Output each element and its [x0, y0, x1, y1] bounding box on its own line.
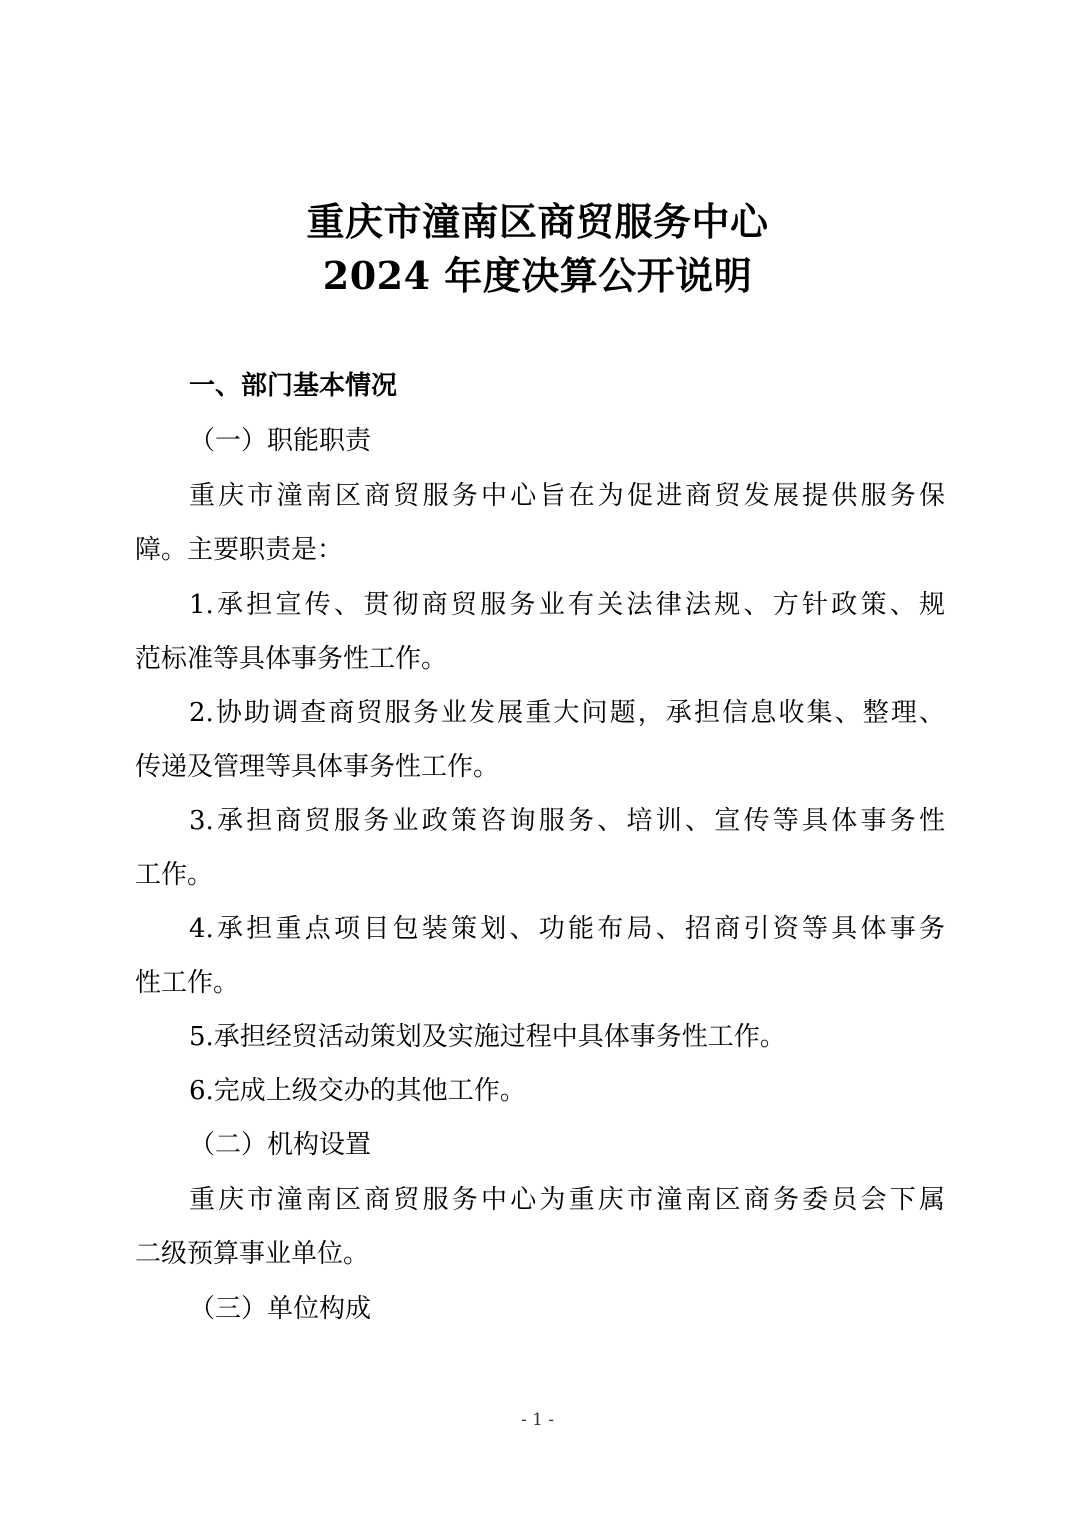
subsection-heading-composition: （三）单位构成: [189, 1294, 372, 1324]
paragraph-intro-line1: 重庆市潼南区商贸服务中心旨在为促进商贸发展提供服务保: [189, 481, 945, 511]
paragraph-intro-line2: 障。主要职责是：: [135, 535, 344, 565]
duty-item-6: 6.完成上级交办的其他工作。: [189, 1076, 526, 1106]
subsection-heading-organization: （二）机构设置: [189, 1130, 372, 1160]
duty-item-1-line1: 1.承担宣传、贯彻商贸服务业有关法律法规、方针政策、规: [189, 590, 945, 620]
duty-item-4-line2: 性工作。: [135, 968, 240, 998]
duty-item-2-line2: 传递及管理等具体事务性工作。: [135, 752, 500, 782]
duty-item-1-line2: 范标准等具体事务性工作。: [135, 644, 448, 674]
document-title-line2: 2024 年度决算公开说明: [322, 253, 753, 298]
document-title-line1: 重庆市潼南区商贸服务中心: [306, 199, 769, 244]
duty-item-3-line2: 工作。: [135, 860, 214, 890]
paragraph-organization-line1: 重庆市潼南区商贸服务中心为重庆市潼南区商务委员会下属: [189, 1185, 945, 1215]
duty-item-3-line1: 3.承担商贸服务业政策咨询服务、培训、宣传等具体事务性: [189, 806, 945, 836]
subsection-heading-duties: （一）职能职责: [189, 426, 372, 456]
section-heading-basic-info: 一、部门基本情况: [189, 371, 398, 401]
paragraph-organization-line2: 二级预算事业单位。: [135, 1239, 370, 1269]
page-number: - 1 -: [520, 1410, 555, 1430]
duty-item-4-line1: 4.承担重点项目包装策划、功能布局、招商引资等具体事务: [189, 914, 945, 944]
duty-item-2-line1: 2.协助调查商贸服务业发展重大问题，承担信息收集、整理、: [189, 698, 945, 728]
duty-item-5: 5.承担经贸活动策划及实施过程中具体事务性工作。: [189, 1022, 786, 1052]
